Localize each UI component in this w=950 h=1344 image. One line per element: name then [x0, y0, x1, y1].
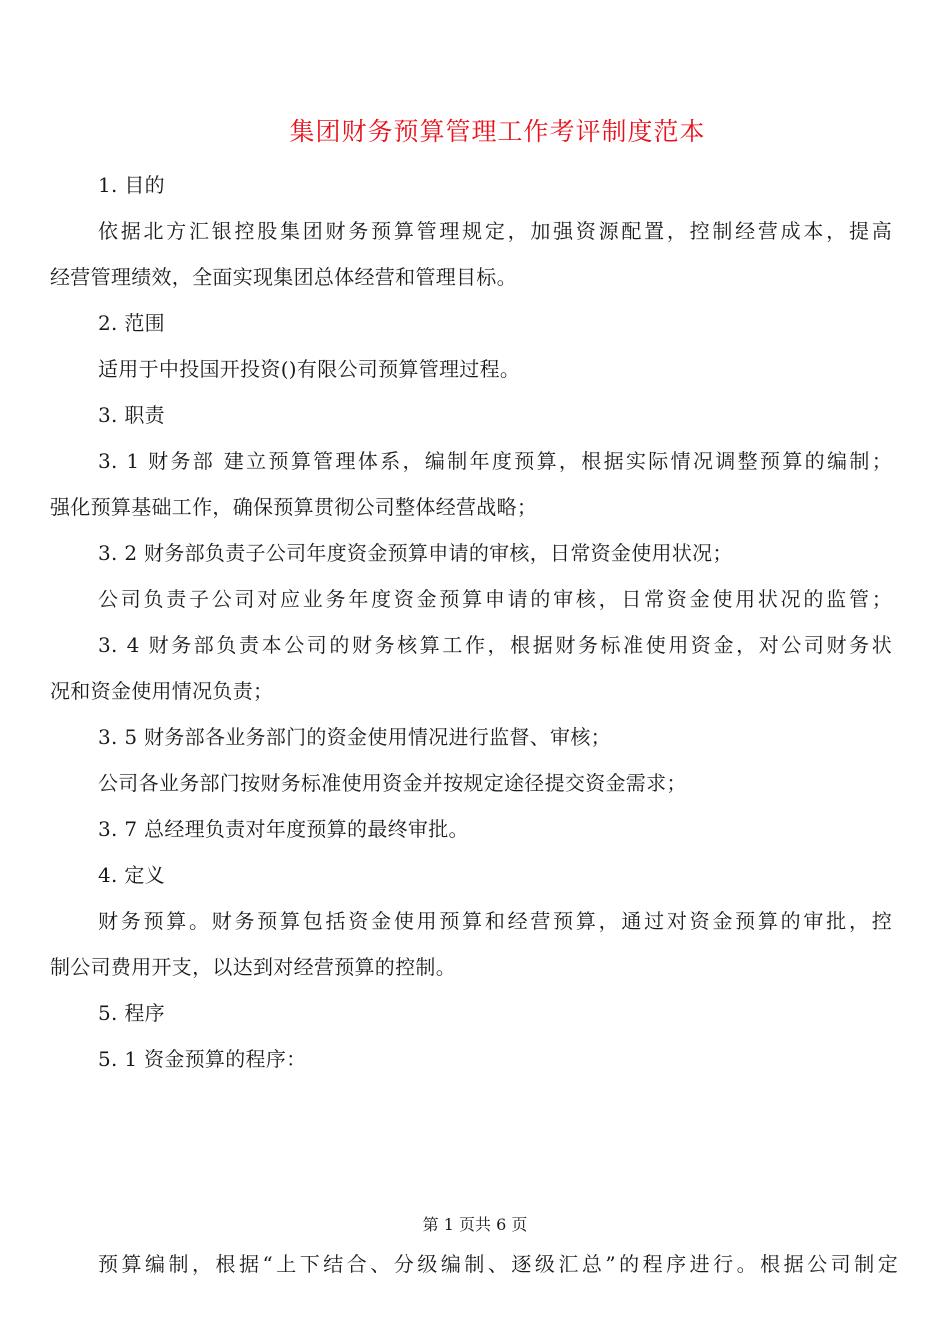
paragraph-0: 1. 目的: [98, 173, 165, 197]
paragraph-10: 3. 4 财务部负责本公司的财务核算工作，根据财务标准使用资金，对公司财务状: [98, 633, 892, 657]
paragraph-19: 5. 1 资金预算的程序：: [98, 1047, 307, 1071]
paragraph-2: 经营管理绩效，全面实现集团总体经营和管理目标。: [50, 265, 517, 289]
paragraph-5: 3. 职责: [98, 403, 165, 427]
paragraph-12: 3. 5 财务部各业务部门的资金使用情况进行监督、审核；: [98, 725, 611, 749]
document-title: 集团财务预算管理工作考评制度范本: [289, 117, 706, 146]
paragraph-6: 3. 1 财务部 建立预算管理体系，编制年度预算，根据实际情况调整预算的编制；: [98, 449, 892, 473]
paragraph-17: 制公司费用开支，以达到对经营预算的控制。: [50, 955, 456, 979]
paragraph-9: 公司负责子公司对应业务年度资金预算申请的审核，日常资金使用状况的监管；: [98, 587, 892, 611]
paragraph-16: 财务预算。财务预算包括资金使用预算和经营预算，通过对资金预算的审批，控: [98, 909, 892, 933]
paragraph-18: 5. 程序: [98, 1001, 165, 1025]
next-page-first-line: 预算编制，根据“上下结合、分级编制、逐级汇总”的程序进行。根据公司制定: [98, 1252, 898, 1276]
paragraph-1: 依据北方汇银控股集团财务预算管理规定，加强资源配置，控制经营成本，提高: [98, 219, 892, 243]
paragraph-13: 公司各业务部门按财务标准使用资金并按规定途径提交资金需求；: [98, 771, 687, 795]
paragraph-15: 4. 定义: [98, 863, 165, 887]
paragraph-3: 2. 范围: [98, 311, 165, 335]
paragraph-11: 况和资金使用情况负责；: [50, 679, 274, 703]
page-footer: 第 1 页共 6 页: [422, 1215, 528, 1234]
paragraph-4: 适用于中投国开投资()有限公司预算管理过程。: [98, 357, 521, 381]
document-body: [50, 162, 892, 1082]
paragraph-7: 强化预算基础工作，确保预算贯彻公司整体经营战略；: [50, 495, 538, 519]
paragraph-14: 3. 7 总经理负责对年度预算的最终审批。: [98, 817, 469, 841]
paragraph-8: 3. 2 财务部负责子公司年度资金预算申请的审核，日常资金使用状况；: [98, 541, 733, 565]
